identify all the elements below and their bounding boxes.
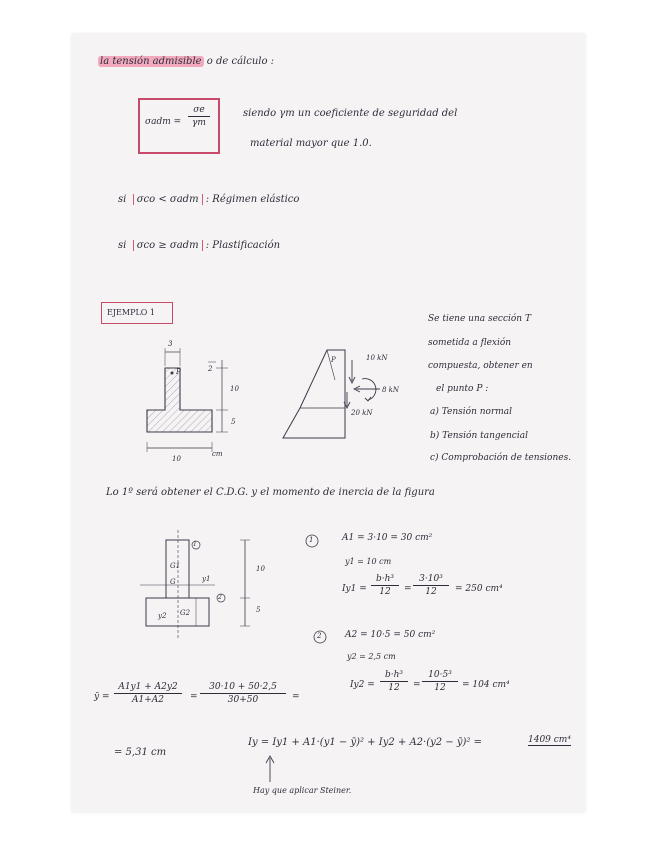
part2-num: 2 xyxy=(317,632,322,640)
example-item-b: b) Tensión tangencial xyxy=(430,431,528,441)
example-desc-1: sometida a flexión xyxy=(428,338,512,348)
load-shear: 10 kN xyxy=(366,354,388,362)
part1-ilhs: Iy1 = xyxy=(342,584,367,594)
part2-eq: = xyxy=(413,680,421,690)
load-moment: 8 kN xyxy=(382,386,400,394)
formula-lhs: σadm = xyxy=(145,117,182,127)
example-desc-2: compuesta, obtener en xyxy=(428,361,533,371)
part1-iden2: 12 xyxy=(425,587,437,597)
d2-g2: G2 xyxy=(180,609,191,617)
dim-unit: cm xyxy=(212,450,223,458)
formula-den: γm xyxy=(192,118,206,128)
step-text: Lo 1º será obtener el C.D.G. y el momento de inercia de la figura xyxy=(106,487,435,498)
part2-area: A2 = 10·5 = 50 cm² xyxy=(345,630,436,640)
part2-iden2: 12 xyxy=(434,683,446,693)
intro-rest: o de cálculo : xyxy=(206,56,275,67)
intro-highlight: la tensión admisible xyxy=(100,56,202,67)
steiner-note: Hay que aplicar Steiner. xyxy=(253,786,352,795)
point-p-label: P xyxy=(176,368,181,376)
part1-y: y1 = 10 cm xyxy=(345,557,392,566)
part1-area: A1 = 3·10 = 30 cm² xyxy=(342,533,433,543)
part2-inum1: b·h³ xyxy=(380,670,408,682)
part2-iden1: 12 xyxy=(388,683,400,693)
example-desc-0: Se tiene una sección T xyxy=(428,314,531,324)
cond1-expr: σco < σadm xyxy=(133,194,203,205)
example-title: EJEMPLO 1 xyxy=(107,308,155,317)
d2-h1: 10 xyxy=(256,565,265,573)
load-axial: 20 kN xyxy=(351,409,373,417)
d2-n2: 2 xyxy=(218,594,222,601)
d2-y2: y2 xyxy=(158,612,167,620)
cond2-si: si xyxy=(118,240,127,251)
part1-eq: = xyxy=(404,584,412,594)
ybar-den1: A1+A2 xyxy=(132,695,164,705)
note-line1: siendo γm un coeficiente de seguridad del xyxy=(243,108,458,119)
inertia-result: 1409 cm⁴ xyxy=(528,735,571,745)
dim-p-offset: 2 xyxy=(208,365,213,373)
part1-inum1: b·h³ xyxy=(371,574,399,586)
example-desc-3: el punto P : xyxy=(436,384,489,394)
cond1-si: si xyxy=(118,194,127,205)
part2-y: y2 = 2,5 cm xyxy=(347,652,396,661)
d2-g1: G1 xyxy=(170,562,181,570)
ybar-result: = 5,31 cm xyxy=(114,747,167,758)
ybar-num2: 30·10 + 50·2,5 xyxy=(200,682,286,694)
cond2-label: : Plastificación xyxy=(205,240,281,251)
dim-width: 10 xyxy=(172,455,181,463)
ybar-eq2: = xyxy=(292,692,300,702)
load-point-label: P xyxy=(331,356,336,364)
ybar-den2: 30+50 xyxy=(227,695,259,705)
cond2-expr: σco ≥ σadm xyxy=(133,240,203,251)
d2-n1: 1 xyxy=(193,541,197,548)
cond1-label: : Régimen elástico xyxy=(205,194,300,205)
d2-y1: y1 xyxy=(202,575,211,583)
dim-flange-height: 5 xyxy=(231,418,236,426)
example-item-c: c) Comprobación de tensiones. xyxy=(430,453,572,463)
part1-num: 1 xyxy=(309,536,314,544)
part1-ires: = 250 cm⁴ xyxy=(455,584,503,594)
inertia-expr: Iy = Iy1 + A1·(y1 − ȳ)² + Iy2 + A2·(y2 − ȳ)² = xyxy=(248,737,482,748)
part1-inum2: 3·10³ xyxy=(413,574,449,586)
part2-ires: = 104 cm⁴ xyxy=(462,680,510,690)
part2-ilhs: Iy2 = xyxy=(350,680,375,690)
d2-g: G xyxy=(170,578,176,586)
part2-inum2: 10·5³ xyxy=(422,670,458,682)
ybar-num1: A1y1 + A2y2 xyxy=(114,682,182,694)
ybar-lhs: ȳ = xyxy=(94,692,110,702)
dim-top: 3 xyxy=(168,340,173,348)
part1-iden1: 12 xyxy=(379,587,391,597)
d2-h2: 5 xyxy=(256,606,261,614)
ybar-eq: = xyxy=(190,692,198,702)
dim-web-height: 10 xyxy=(230,385,239,393)
note-line2: material mayor que 1.0. xyxy=(250,138,372,149)
formula-num: σe xyxy=(188,105,210,117)
example-item-a: a) Tensión normal xyxy=(430,407,513,417)
